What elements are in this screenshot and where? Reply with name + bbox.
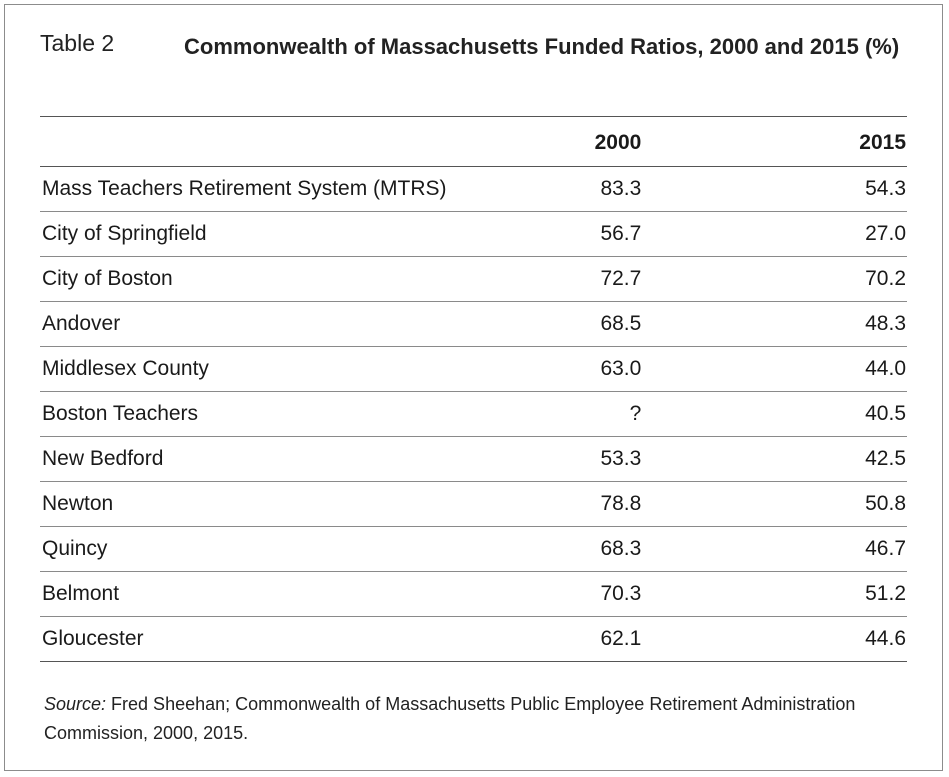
value-2000: 78.8 [511,482,641,527]
value-2015: 48.3 [641,302,907,347]
table-row [40,212,907,257]
column-header-2000: 2000 [511,120,641,167]
value-2000: 63.0 [511,347,641,392]
table-number: Table 2 [40,30,115,56]
value-2000: 62.1 [511,617,641,662]
column-header-2015: 2015 [641,120,907,167]
value-2000: 68.3 [511,527,641,572]
row-name: Belmont [40,572,511,617]
row-name: City of Boston [40,257,511,302]
column-header-name [40,120,511,167]
value-2000: 83.3 [511,167,641,212]
source-label: Source: [44,694,107,714]
table-row [40,437,907,482]
value-2015: 44.6 [641,617,907,662]
row-name: Newton [40,482,511,527]
value-2000: 53.3 [511,437,641,482]
table-title: Commonwealth of Massachusetts Funded Ratios, 2000 and 2015 (%) [184,34,900,59]
value-2015: 50.8 [641,482,907,527]
value-2015: 44.0 [641,347,907,392]
value-2000: 70.3 [511,572,641,617]
table-row [40,572,907,617]
value-2015: 51.2 [641,572,907,617]
value-2015: 46.7 [641,527,907,572]
row-name: Gloucester [40,617,511,662]
table-row [40,482,907,527]
table-row [40,527,907,572]
table-row [40,617,907,662]
value-2015: 54.3 [641,167,907,212]
table-row [40,347,907,392]
table-row [40,257,907,302]
top-rule [40,116,907,117]
row-name: Mass Teachers Retirement System (MTRS) [40,167,511,212]
value-2000: 72.7 [511,257,641,302]
value-2000: 68.5 [511,302,641,347]
table-row [40,302,907,347]
table-row [40,167,907,212]
row-name: Andover [40,302,511,347]
header-row [40,120,907,167]
row-name: New Bedford [40,437,511,482]
funded-ratios-table [40,120,907,662]
value-2000: ? [511,392,641,437]
row-name: Middlesex County [40,347,511,392]
source-text: Fred Sheehan; Commonwealth of Massachusetts Public Employee Retirement Administration Commission, 2000, 2015. [44,694,856,743]
row-name: Boston Teachers [40,392,511,437]
row-name: City of Springfield [40,212,511,257]
value-2015: 27.0 [641,212,907,257]
table-body [40,167,907,662]
value-2015: 70.2 [641,257,907,302]
table-row [40,392,907,437]
source-note [44,690,904,748]
value-2000: 56.7 [511,212,641,257]
row-name: Quincy [40,527,511,572]
value-2015: 42.5 [641,437,907,482]
value-2015: 40.5 [641,392,907,437]
